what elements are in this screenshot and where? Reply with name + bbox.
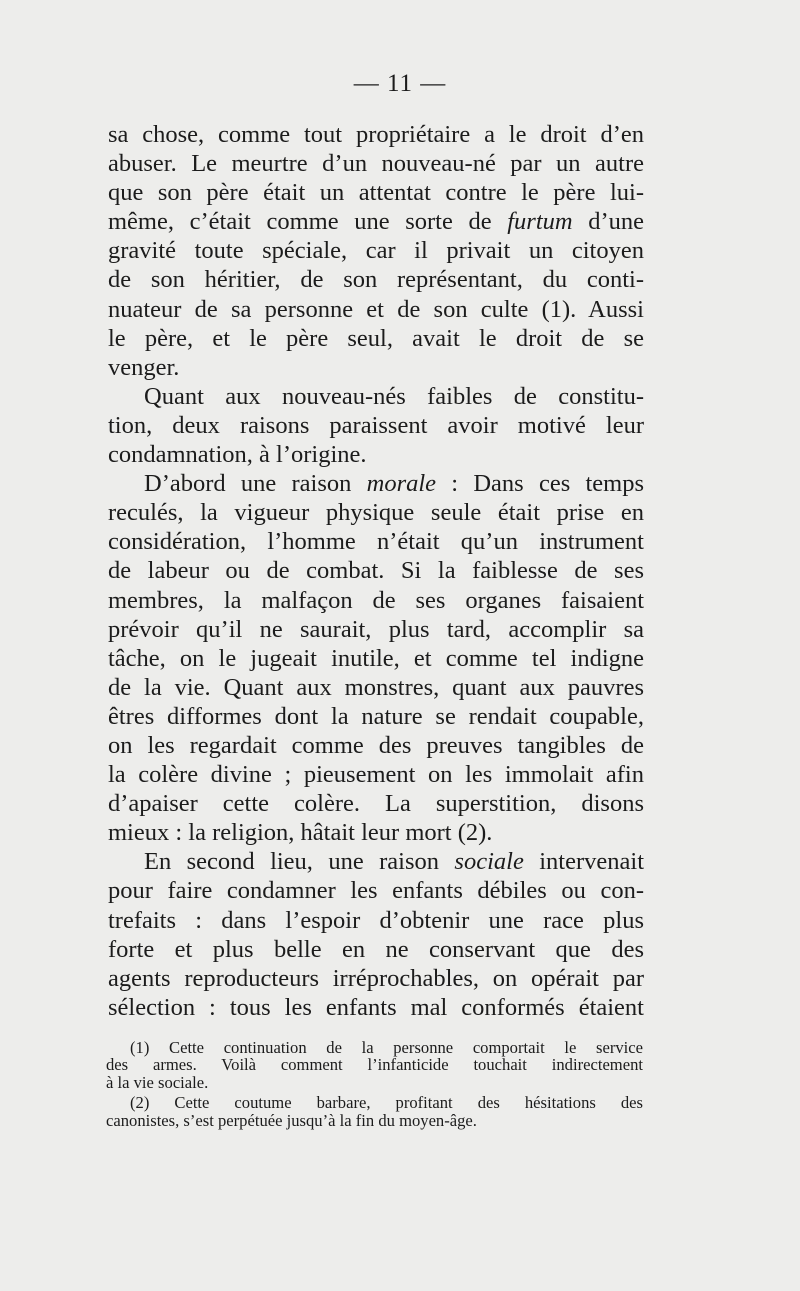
text-line: de son héritier, de son représentant, du conti- (108, 266, 644, 294)
footnote-1 (106, 1039, 643, 1091)
italic-term-sociale: sociale (454, 848, 524, 876)
text-line (108, 207, 644, 236)
text-fragment: D’abord une raison (144, 470, 352, 498)
text-line: pour faire condamner les enfants débiles ou con- (108, 877, 644, 905)
text-fragment: intervenait (539, 848, 645, 876)
text-line: on les regardait comme des preuves tangibles de (108, 731, 644, 759)
footnote-line: des armes. Voilà comment l’infanticide touchait indirectement (106, 1055, 643, 1075)
text-line: considération, l’homme n’était qu’un instrument (108, 528, 644, 556)
italic-term-furtum: furtum (507, 208, 573, 236)
text-fragment: même, c’était comme une sorte de (108, 208, 492, 236)
text-line: êtres difformes dont la nature se rendait coupable, (108, 702, 644, 730)
footnotes (106, 1039, 643, 1129)
text-line (108, 847, 644, 876)
text-line: la colère divine ; pieusement on les immolait afin (108, 761, 644, 789)
text-line: condamnation, à l’origine. (108, 441, 367, 469)
text-line: de la vie. Quant aux monstres, quant aux pauvres (108, 673, 644, 701)
text-line: gravité toute spéciale, car il privait un citoyen (108, 237, 644, 265)
text-line (108, 469, 644, 498)
text-line: abuser. Le meurtre d’un nouveau-né par un autre (108, 150, 644, 178)
text-line: sélection : tous les enfants mal conformés étaient (108, 993, 644, 1021)
text-line: prévoir qu’il ne saurait, plus tard, accomplir sa (108, 615, 644, 643)
text-line: mieux : la religion, hâtait leur mort (2). (108, 819, 493, 847)
text-line: venger. (108, 353, 180, 381)
text-line: reculés, la vigueur physique seule était prise en (108, 499, 644, 527)
text-line: tion, deux raisons paraissent avoir motivé leur (108, 411, 644, 439)
text-line: que son père était un attentat contre le père lui- (108, 179, 644, 207)
text-line: nuateur de sa personne et de son culte (1). Aussi (108, 295, 644, 323)
text-fragment: : Dans ces temps (451, 470, 644, 498)
text-line: forte et plus belle en ne conservant que des (108, 935, 644, 963)
text-line: Quant aux nouveau-nés faibles de constitu- (144, 382, 644, 410)
text-fragment: d’une (588, 208, 645, 236)
text-line: d’apaiser cette colère. La superstition, disons (108, 790, 644, 818)
text-line: tâche, on le jugeait inutile, et comme tel indigne (108, 644, 644, 672)
text-line: agents reproducteurs irréprochables, on opérait par (108, 964, 644, 992)
footnote-2 (106, 1094, 643, 1129)
text-line: membres, la malfaçon de ses organes faisaient (108, 586, 644, 614)
text-line: de labeur ou de combat. Si la faiblesse de ses (108, 557, 644, 585)
footnote-line: (2) Cette coutume barbare, profitant des hésitations des (130, 1093, 643, 1113)
page-number: — 11 — (353, 70, 447, 97)
text-line: le père, et le père seul, avait le droit de se (108, 324, 644, 352)
text-line: trefaits : dans l’espoir d’obtenir une race plus (108, 906, 644, 934)
text-fragment: En second lieu, une raison (144, 848, 439, 876)
footnote-line: canonistes, s’est perpétuée jusqu’à la fin du moyen-âge. (106, 1110, 477, 1130)
italic-term-morale: morale (366, 470, 437, 498)
main-text (108, 120, 644, 1022)
footnote-line: à la vie sociale. (106, 1072, 209, 1092)
footnote-line: (1) Cette continuation de la personne comportait le service (130, 1038, 643, 1057)
text-line: sa chose, comme tout propriétaire a le droit d’en (108, 121, 644, 148)
